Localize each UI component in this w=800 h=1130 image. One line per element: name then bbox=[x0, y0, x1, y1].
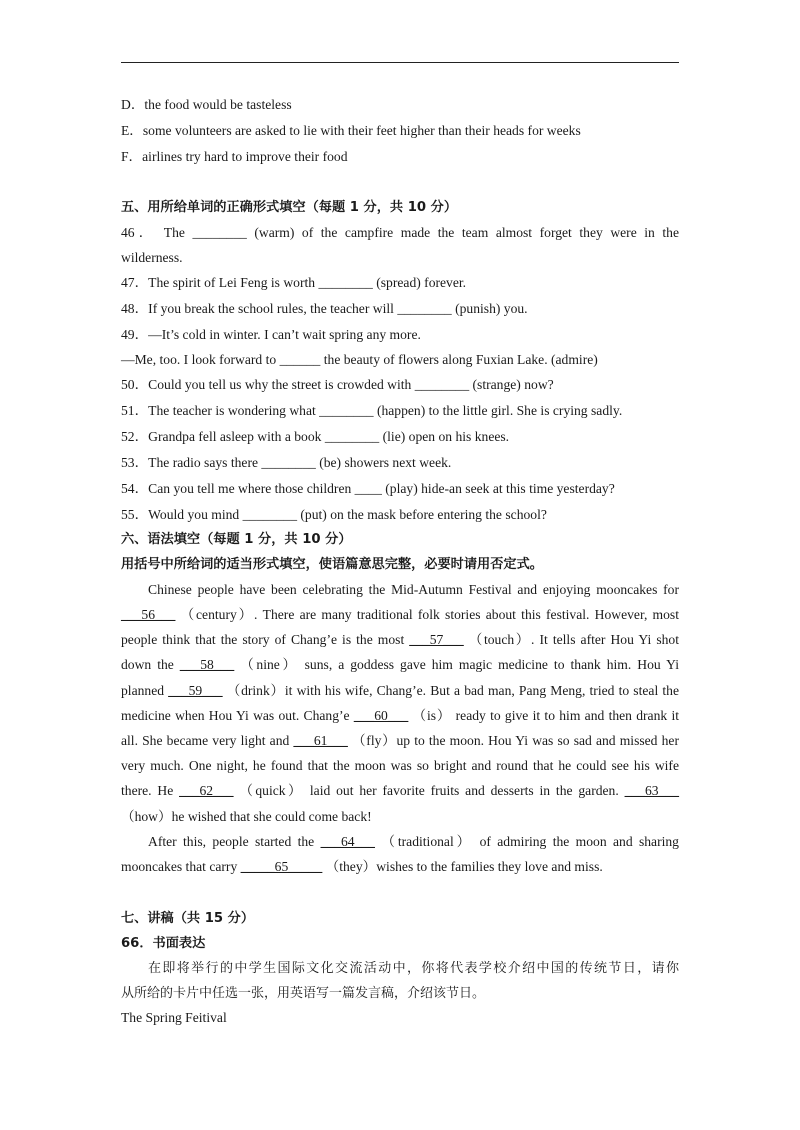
blank-61: ___61___ bbox=[293, 733, 348, 748]
writing-prompt-line-2: 从所给的卡片中任选一张，用英语写一篇发言稿，介绍该节日。 bbox=[121, 986, 486, 1001]
passage-line-5 bbox=[121, 682, 679, 700]
blank-58: ___58___ bbox=[179, 657, 235, 672]
passage-line-7 bbox=[121, 732, 679, 750]
option-f: F．airlines try hard to improve their food bbox=[121, 149, 348, 164]
question-47: 47．The spirit of Lei Feng is worth ________ (spread) forever. bbox=[121, 275, 467, 290]
option-e: E．some volunteers are asked to lie with their feet higher than their heads for weeks bbox=[121, 123, 581, 138]
passage-text: mooncakes that carry bbox=[121, 859, 238, 874]
passage-text: down the bbox=[121, 657, 174, 672]
question-55: 55．Would you mind ________ (put) on the mask before entering the school? bbox=[121, 507, 547, 522]
header-rule bbox=[121, 62, 679, 63]
writing-prompt-line-1: 在即将举行的中学生国际文化交流活动中，你将代表学校介绍中国的传统节日，请你 bbox=[148, 961, 679, 976]
passage-text: there. He bbox=[121, 783, 174, 798]
passage-text: （quick） laid out her favorite fruits and desserts in the garden. bbox=[239, 783, 619, 798]
blank-60: ___60___ bbox=[353, 708, 409, 723]
passage-text: （they）wishes to the families they love and miss. bbox=[325, 859, 603, 874]
passage-text: （is） ready to give it to him and then drank it bbox=[412, 708, 680, 723]
passage-2-line-2 bbox=[121, 858, 603, 876]
option-d: D．the food would be tasteless bbox=[121, 97, 292, 112]
passage-line-2 bbox=[121, 606, 679, 624]
passage-text: planned bbox=[121, 683, 165, 698]
question-54: 54．Can you tell me where those children ____ (play) hide-an seek at this time yesterday? bbox=[121, 481, 615, 496]
passage-text: people think that the story of Chang’e is the most bbox=[121, 632, 405, 647]
blank-59: ___59___ bbox=[168, 683, 223, 698]
passage-text: （drink）it with his wife, Chang’e. But a bad man, Pang Meng, tried to steal the bbox=[226, 683, 679, 698]
blank-56: ___56___ bbox=[121, 607, 176, 622]
section-6-instruction: 用括号中所给词的适当形式填空，使语篇意思完整，必要时请用否定式。 bbox=[121, 557, 543, 572]
blank-57: ___57___ bbox=[409, 632, 464, 647]
passage-text: （nine） suns, a goddess gave him magic medicine to thank him. Hou Yi bbox=[240, 657, 680, 672]
question-46-line2: wilderness. bbox=[121, 250, 183, 265]
passage-2-line-1 bbox=[148, 833, 679, 851]
passage-text: （fly）up to the moon. Hou Yi was so sad and missed her bbox=[351, 733, 679, 748]
passage-line-3 bbox=[121, 631, 679, 649]
question-46-line1: 46． The ________ (warm) of the campfire made the team almost forget they were in the bbox=[121, 225, 679, 240]
question-50: 50．Could you tell us why the street is crowded with ________ (strange) now? bbox=[121, 377, 554, 392]
blank-63: ___63___ bbox=[624, 783, 679, 798]
passage-text: （traditional） of admiring the moon and sharing bbox=[381, 834, 679, 849]
question-48: 48．If you break the school rules, the teacher will ________ (punish) you. bbox=[121, 301, 528, 316]
section-5-title: 五、用所给单词的正确形式填空（每题 1 分，共 10 分） bbox=[121, 200, 458, 215]
blank-65: _____65_____ bbox=[240, 859, 323, 874]
passage-line-10: （how）he wished that she could come back! bbox=[121, 809, 372, 824]
blank-62: ___62___ bbox=[179, 783, 234, 798]
passage-line-8: very much. One night, he found that the moon was so bright and round that he could see his wife bbox=[121, 758, 679, 773]
question-49-a: 49．—It’s cold in winter. I can’t wait spring any more. bbox=[121, 327, 421, 342]
section-6-title: 六、语法填空（每题 1 分，共 10 分） bbox=[121, 532, 352, 547]
question-49-b: —Me, too. I look forward to ______ the beauty of flowers along Fuxian Lake. (admire) bbox=[121, 352, 598, 367]
section-7-title: 七、讲稿（共 15 分） bbox=[121, 911, 255, 926]
passage-line-6 bbox=[121, 707, 679, 725]
question-51: 51．The teacher is wondering what ________ (happen) to the little girl. She is crying sadly. bbox=[121, 403, 623, 418]
passage-text: （century）. There are many traditional folk stories about this festival. However, most bbox=[180, 607, 679, 622]
passage-line-9 bbox=[121, 782, 679, 800]
passage-text: After this, people started the bbox=[148, 834, 315, 849]
passage-line-4 bbox=[121, 656, 679, 674]
card-title: The Spring Feitival bbox=[121, 1010, 227, 1025]
question-52: 52．Grandpa fell asleep with a book ________ (lie) open on his knees. bbox=[121, 429, 510, 444]
passage-text: （touch）. It tells after Hou Yi shot bbox=[468, 632, 679, 647]
blank-64: ___64___ bbox=[320, 834, 375, 849]
passage-text: all. She became very light and bbox=[121, 733, 290, 748]
question-53: 53．The radio says there ________ (be) showers next week. bbox=[121, 455, 452, 470]
passage-line-1: Chinese people have been celebrating the Mid-Autumn Festival and enjoying mooncakes for bbox=[148, 582, 679, 597]
question-66-label: 66．书面表达 bbox=[121, 936, 206, 951]
passage-text: medicine when Hou Yi was out. Chang’e bbox=[121, 708, 350, 723]
